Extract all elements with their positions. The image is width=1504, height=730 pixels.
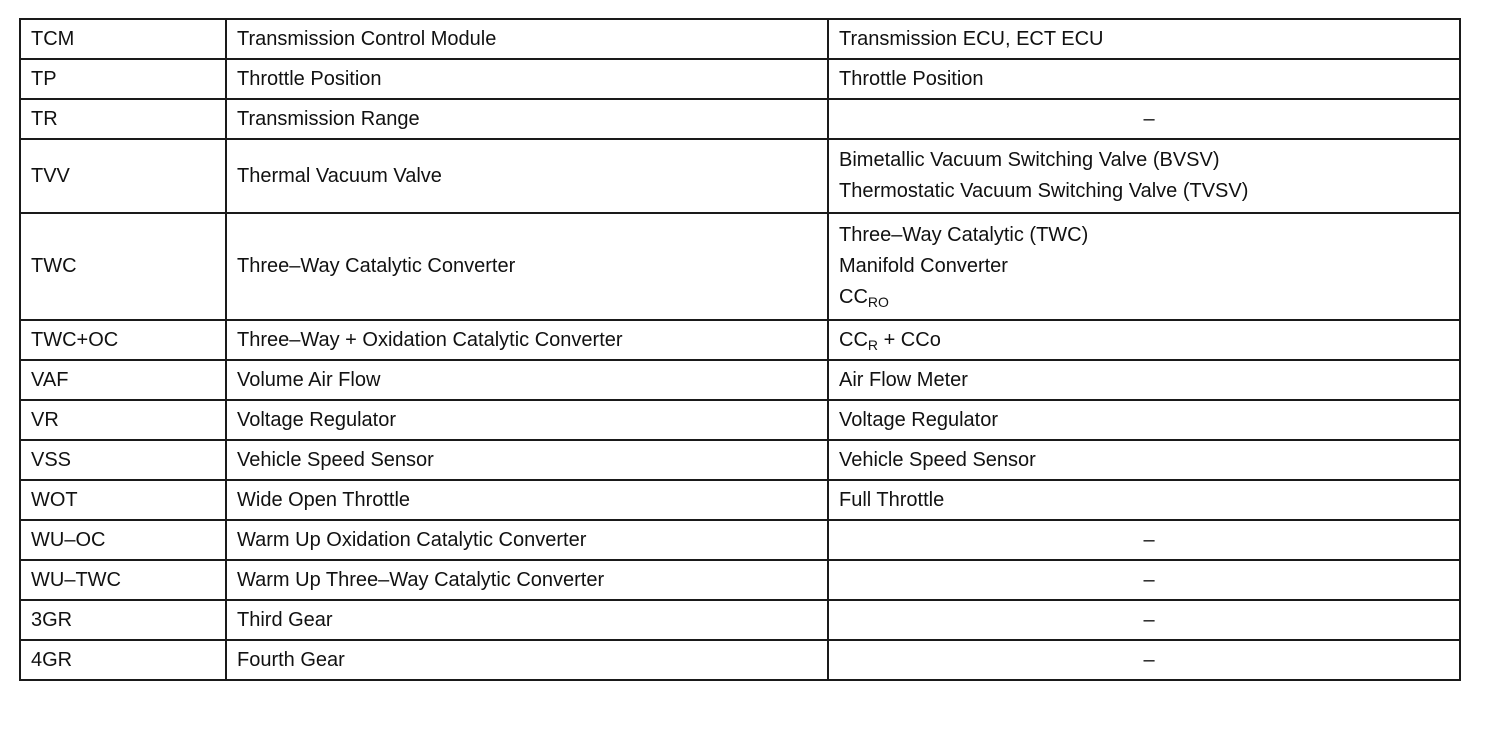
table-row — [20, 440, 1460, 480]
alternate-term-cell: – — [828, 99, 1460, 139]
table-row — [20, 640, 1460, 680]
abbreviation-cell: 4GR — [20, 640, 226, 680]
term-cell: Thermal Vacuum Valve — [226, 139, 828, 213]
table-row — [20, 520, 1460, 560]
abbreviation-cell: TWC+OC — [20, 320, 226, 360]
abbreviation-cell: TVV — [20, 139, 226, 213]
abbreviation-cell: TP — [20, 59, 226, 99]
alternate-term-cell: – — [828, 640, 1460, 680]
table-row — [20, 600, 1460, 640]
abbreviation-cell: VAF — [20, 360, 226, 400]
abbreviation-cell: WOT — [20, 480, 226, 520]
table-row — [20, 480, 1460, 520]
term-cell: Third Gear — [226, 600, 828, 640]
alternate-term-line: Three–Way Catalytic (TWC) — [839, 224, 1089, 246]
term-cell: Voltage Regulator — [226, 400, 828, 440]
term-cell: Three–Way + Oxidation Catalytic Converter — [226, 320, 828, 360]
alternate-term-line: Manifold Converter — [839, 255, 1008, 277]
alternate-term-cell: Voltage Regulator — [828, 400, 1460, 440]
alternate-term-cell: – — [828, 520, 1460, 560]
term-cell: Warm Up Three–Way Catalytic Converter — [226, 560, 828, 600]
subscript-text: RO — [867, 294, 889, 310]
subscript-base-text: CC — [839, 286, 868, 308]
term-cell: Volume Air Flow — [226, 360, 828, 400]
table-row — [20, 59, 1460, 99]
abbreviation-cell: WU–TWC — [20, 560, 226, 600]
table-row — [20, 320, 1460, 360]
abbreviation-cell: TWC — [20, 213, 226, 320]
term-cell: Vehicle Speed Sensor — [226, 440, 828, 480]
abbreviation-cell: WU–OC — [20, 520, 226, 560]
alternate-term-cell: – — [828, 560, 1460, 600]
term-cell: Throttle Position — [226, 59, 828, 99]
term-cell: Fourth Gear — [226, 640, 828, 680]
abbreviation-cell: VSS — [20, 440, 226, 480]
term-cell: Three–Way Catalytic Converter — [226, 213, 828, 320]
alternate-term-cell — [828, 320, 1460, 360]
subscript-base-text: CC — [839, 328, 868, 351]
alternate-term-tail: + CCo — [878, 328, 941, 351]
abbreviation-cell: TR — [20, 99, 226, 139]
abbreviation-cell: VR — [20, 400, 226, 440]
abbreviation-cell: TCM — [20, 19, 226, 59]
alternate-term-cell — [828, 139, 1460, 213]
abbreviations-table — [19, 18, 1461, 681]
alternate-term-cell: Air Flow Meter — [828, 360, 1460, 400]
alternate-term-cell: Full Throttle — [828, 480, 1460, 520]
table-row — [20, 99, 1460, 139]
alternate-term-cell: Transmission ECU, ECT ECU — [828, 19, 1460, 59]
subscript-text: R — [867, 336, 879, 353]
alternate-term-cell — [828, 213, 1460, 320]
term-cell: Wide Open Throttle — [226, 480, 828, 520]
abbreviation-cell: 3GR — [20, 600, 226, 640]
table-row — [20, 560, 1460, 600]
alternate-term-line: Thermostatic Vacuum Switching Valve (TVSV) — [839, 180, 1249, 202]
table-row — [20, 19, 1460, 59]
table-row — [20, 400, 1460, 440]
alternate-term-cell: – — [828, 600, 1460, 640]
term-cell: Warm Up Oxidation Catalytic Converter — [226, 520, 828, 560]
term-cell: Transmission Range — [226, 99, 828, 139]
alternate-term-cell: Vehicle Speed Sensor — [828, 440, 1460, 480]
table-row — [20, 360, 1460, 400]
alternate-term-line — [839, 282, 1459, 313]
alternate-term-cell: Throttle Position — [828, 59, 1460, 99]
table-row — [20, 139, 1460, 213]
alternate-term-line: Bimetallic Vacuum Switching Valve (BVSV) — [839, 149, 1220, 171]
table-row — [20, 213, 1460, 320]
term-cell: Transmission Control Module — [226, 19, 828, 59]
